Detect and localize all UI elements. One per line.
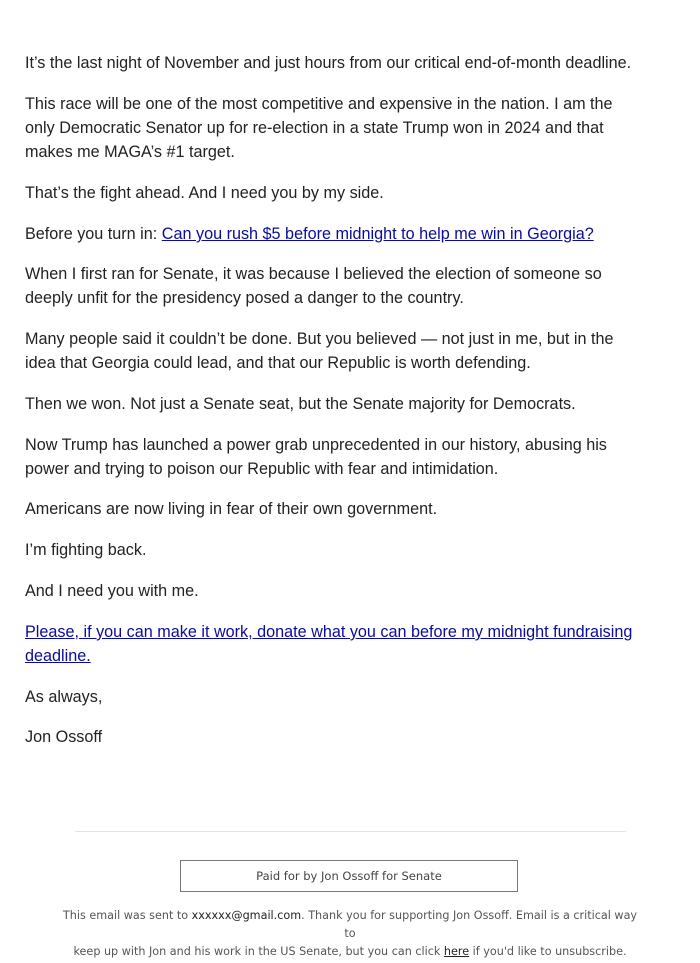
footer-thanks-text: . Thank you for supporting Jon Ossoff. Email is a critical way to <box>301 909 638 940</box>
donate-link-line1-wrapper <box>25 620 673 644</box>
donate-link-continued[interactable]: deadline. <box>25 647 91 665</box>
paragraph-americans-fear: Americans are now living in fear of their own government. <box>25 500 438 518</box>
signature: Jon Ossoff <box>25 728 103 746</box>
paragraph-first-ran-line1: When I first ran for Senate, it was because I believed the election of someone so <box>25 265 602 283</box>
footer-unsubscribe-prefix: keep up with Jon and his work in the US Senate, but you can click <box>73 945 444 958</box>
paragraph-we-won: Then we won. Not just a Senate seat, but the Senate majority for Democrats. <box>25 395 576 413</box>
signoff: As always, <box>25 688 103 706</box>
unsubscribe-link[interactable]: here <box>443 945 470 958</box>
paragraph-race-line1: This race will be one of the most competitive and expensive in the nation. I am the <box>25 95 613 113</box>
paragraph-prefix: Before you turn in: <box>25 225 162 243</box>
footer-divider <box>75 831 626 832</box>
footer-sent-to-label: This email was sent to <box>62 909 192 922</box>
donate-link-line2-wrapper <box>25 644 673 668</box>
paragraph-race-line3: makes me MAGA’s #1 target. <box>25 143 235 161</box>
footer-line1 <box>60 907 640 943</box>
footer-unsubscribe-suffix: if you'd like to unsubscribe. <box>469 945 627 958</box>
paragraph-race-line2: only Democratic Senator up for re-election in a state Trump won in 2024 and that <box>25 119 604 137</box>
donate-link[interactable]: Please, if you can make it work, donate what you can before my midnight fundraising <box>25 623 633 641</box>
footer-text <box>60 907 640 961</box>
paid-for-text: Paid for by Jon Ossoff for Senate <box>256 869 442 883</box>
paragraph-fight-ahead: That’s the fight ahead. And I need you by my side. <box>25 184 384 202</box>
footer-line2 <box>60 943 640 961</box>
paragraph-need-you: And I need you with me. <box>25 582 199 600</box>
paragraph-believed-line2: idea that Georgia could lead, and that our Republic is worth defending. <box>25 354 531 372</box>
paragraph-power-grab-line1: Now Trump has launched a power grab unprecedented in our history, abusing his <box>25 436 607 454</box>
donate-5-link[interactable]: Can you rush $5 before midnight to help me win in Georgia? <box>161 225 594 243</box>
paragraph-deadline: It’s the last night of November and just hours from our critical end-of-month deadline. <box>25 54 632 72</box>
paragraph-first-ran-line2: deeply unfit for the presidency posed a danger to the country. <box>25 289 464 307</box>
paragraph-fighting-back: I’m fighting back. <box>25 541 147 559</box>
paid-for-disclaimer <box>180 860 518 892</box>
paragraph-believed-line1: Many people said it couldn’t be done. But you believed — not just in me, but in the <box>25 330 614 348</box>
paragraph-power-grab-line2: power and trying to poison our Republic with fear and intimidation. <box>25 460 499 478</box>
recipient-email: xxxxxx@gmail.com <box>191 909 302 922</box>
paragraph-before-you-turn-in <box>25 222 673 246</box>
